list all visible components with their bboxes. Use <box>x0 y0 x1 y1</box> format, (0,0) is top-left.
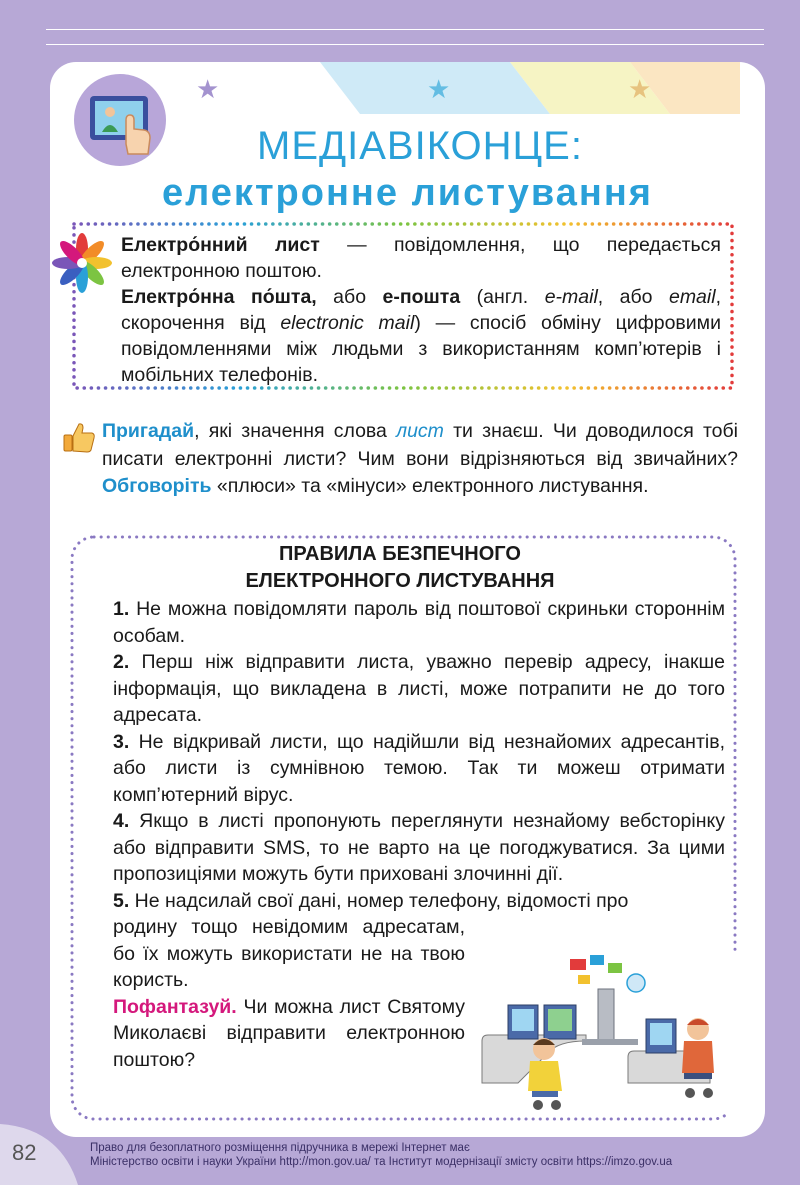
rule-number: 5. <box>113 889 130 912</box>
footer-credits <box>90 1141 672 1169</box>
remind-text <box>102 418 738 501</box>
text-fragment: (англ. <box>460 286 545 308</box>
rules-title-line: ПРАВИЛА БЕЗПЕЧНОГО <box>279 543 521 565</box>
definition-email <box>121 232 721 284</box>
term-email: Електро́нний лист <box>121 234 320 256</box>
rule-text: Якщо в листі пропонують переглянути незнайому вебсторінку або відправити SMS, то не варто на це погоджуватися. За цими пропозиціями можуть бути приховані злочинні дії. <box>113 810 725 885</box>
discuss-label: Обговоріть <box>102 475 212 497</box>
header-banner <box>300 62 740 114</box>
star-icon: ★ <box>628 74 652 104</box>
rule-text: Не можна повідомляти пароль від поштової скриньки стороннім особам. <box>113 598 725 647</box>
fantasy-text: Чи можна лист Святому Миколаєві відправити електронною поштою? <box>113 995 465 1071</box>
highlighted-word: лист <box>396 420 444 442</box>
definition-mail <box>121 284 721 388</box>
text-fragment: , які значення слова <box>194 420 397 442</box>
rule-item <box>113 888 725 915</box>
rule-number: 4. <box>113 810 130 832</box>
footer-line: Право для безоплатного розміщення підручника в мережі Інтернет має <box>90 1142 470 1154</box>
page-number: 82 <box>12 1140 37 1165</box>
rule-item <box>113 729 725 809</box>
top-rule-1 <box>46 29 764 30</box>
rules-title-line: ЕЛЕКТРОННОГО ЛИСТУВАННЯ <box>245 570 555 592</box>
thumbs-up-icon <box>62 420 96 454</box>
text-fragment: ) — спосіб обміну цифровими повідомленнями між людьми з використанням комп’ютерів і мобільних телефонів. <box>121 312 721 386</box>
top-rule-2 <box>46 44 764 45</box>
rule-item <box>113 649 725 729</box>
fantasy-label: Пофантазуй. <box>113 995 237 1018</box>
english-term: electronic mail <box>280 312 415 334</box>
term-email-def: — повідомлення, що передається електронною поштою. <box>121 234 721 282</box>
english-term: e-mail <box>544 286 598 308</box>
rainbow-flower-icon <box>50 231 114 295</box>
term-e-mail: е-пошта <box>382 286 461 308</box>
footer-line: Міністерство освіти і науки України http://mon.gov.ua/ та Інститут модернізації змісту освіти https://imzo.gov.ua <box>90 1156 673 1168</box>
english-term: email <box>668 286 716 308</box>
rule-number: 1. <box>113 598 130 620</box>
term-electronic-mail: Електро́нна по́шта, <box>121 286 317 308</box>
text-fragment: або <box>316 286 383 308</box>
text-fragment: ти знаєш. Чи доводилося тобі писати електронні листи? Чим вони відрізняються від звичайних? <box>102 420 739 470</box>
star-icon: ★ <box>196 74 220 104</box>
rule-item <box>113 596 725 649</box>
text-fragment: , або <box>597 286 669 308</box>
text-fragment: «плюси» та «мінуси» електронного листування. <box>211 475 649 497</box>
rule-text: родину тощо невідомим адресатам, бо їх можуть використати не на твою користь. <box>113 916 465 991</box>
remind-label: Пригадай <box>102 420 195 442</box>
rule-item <box>113 808 725 888</box>
rules-title <box>100 541 700 595</box>
children-at-computers-illustration <box>478 953 738 1113</box>
rule-item-continued <box>113 914 465 994</box>
tablet-touch-icon <box>74 74 166 166</box>
definition-text <box>121 232 721 388</box>
rule-number: 3. <box>113 730 130 753</box>
rule-number: 2. <box>113 651 130 673</box>
rule-text: Не відкривай листи, що надійшли від незнайомих адресантів, або листи із сумнівною темою. Так ти можеш отримати комп’ютерний вірус. <box>113 730 725 806</box>
page-title: МЕДІАВІКОНЦЕ: <box>257 124 583 168</box>
rule-text: Перш ніж відправити листа, уважно перевір адресу, інакше інформація, що викладена в листі, може потрапити не до того адресата. <box>113 651 725 726</box>
fantasy-prompt <box>113 994 465 1074</box>
text-fragment: , скорочення від <box>121 286 721 334</box>
rule-text: Не надсилай свої дані, номер телефону, відомості про <box>129 889 629 912</box>
page-subtitle: електронне листування <box>162 172 653 214</box>
star-icon: ★ <box>427 74 451 104</box>
